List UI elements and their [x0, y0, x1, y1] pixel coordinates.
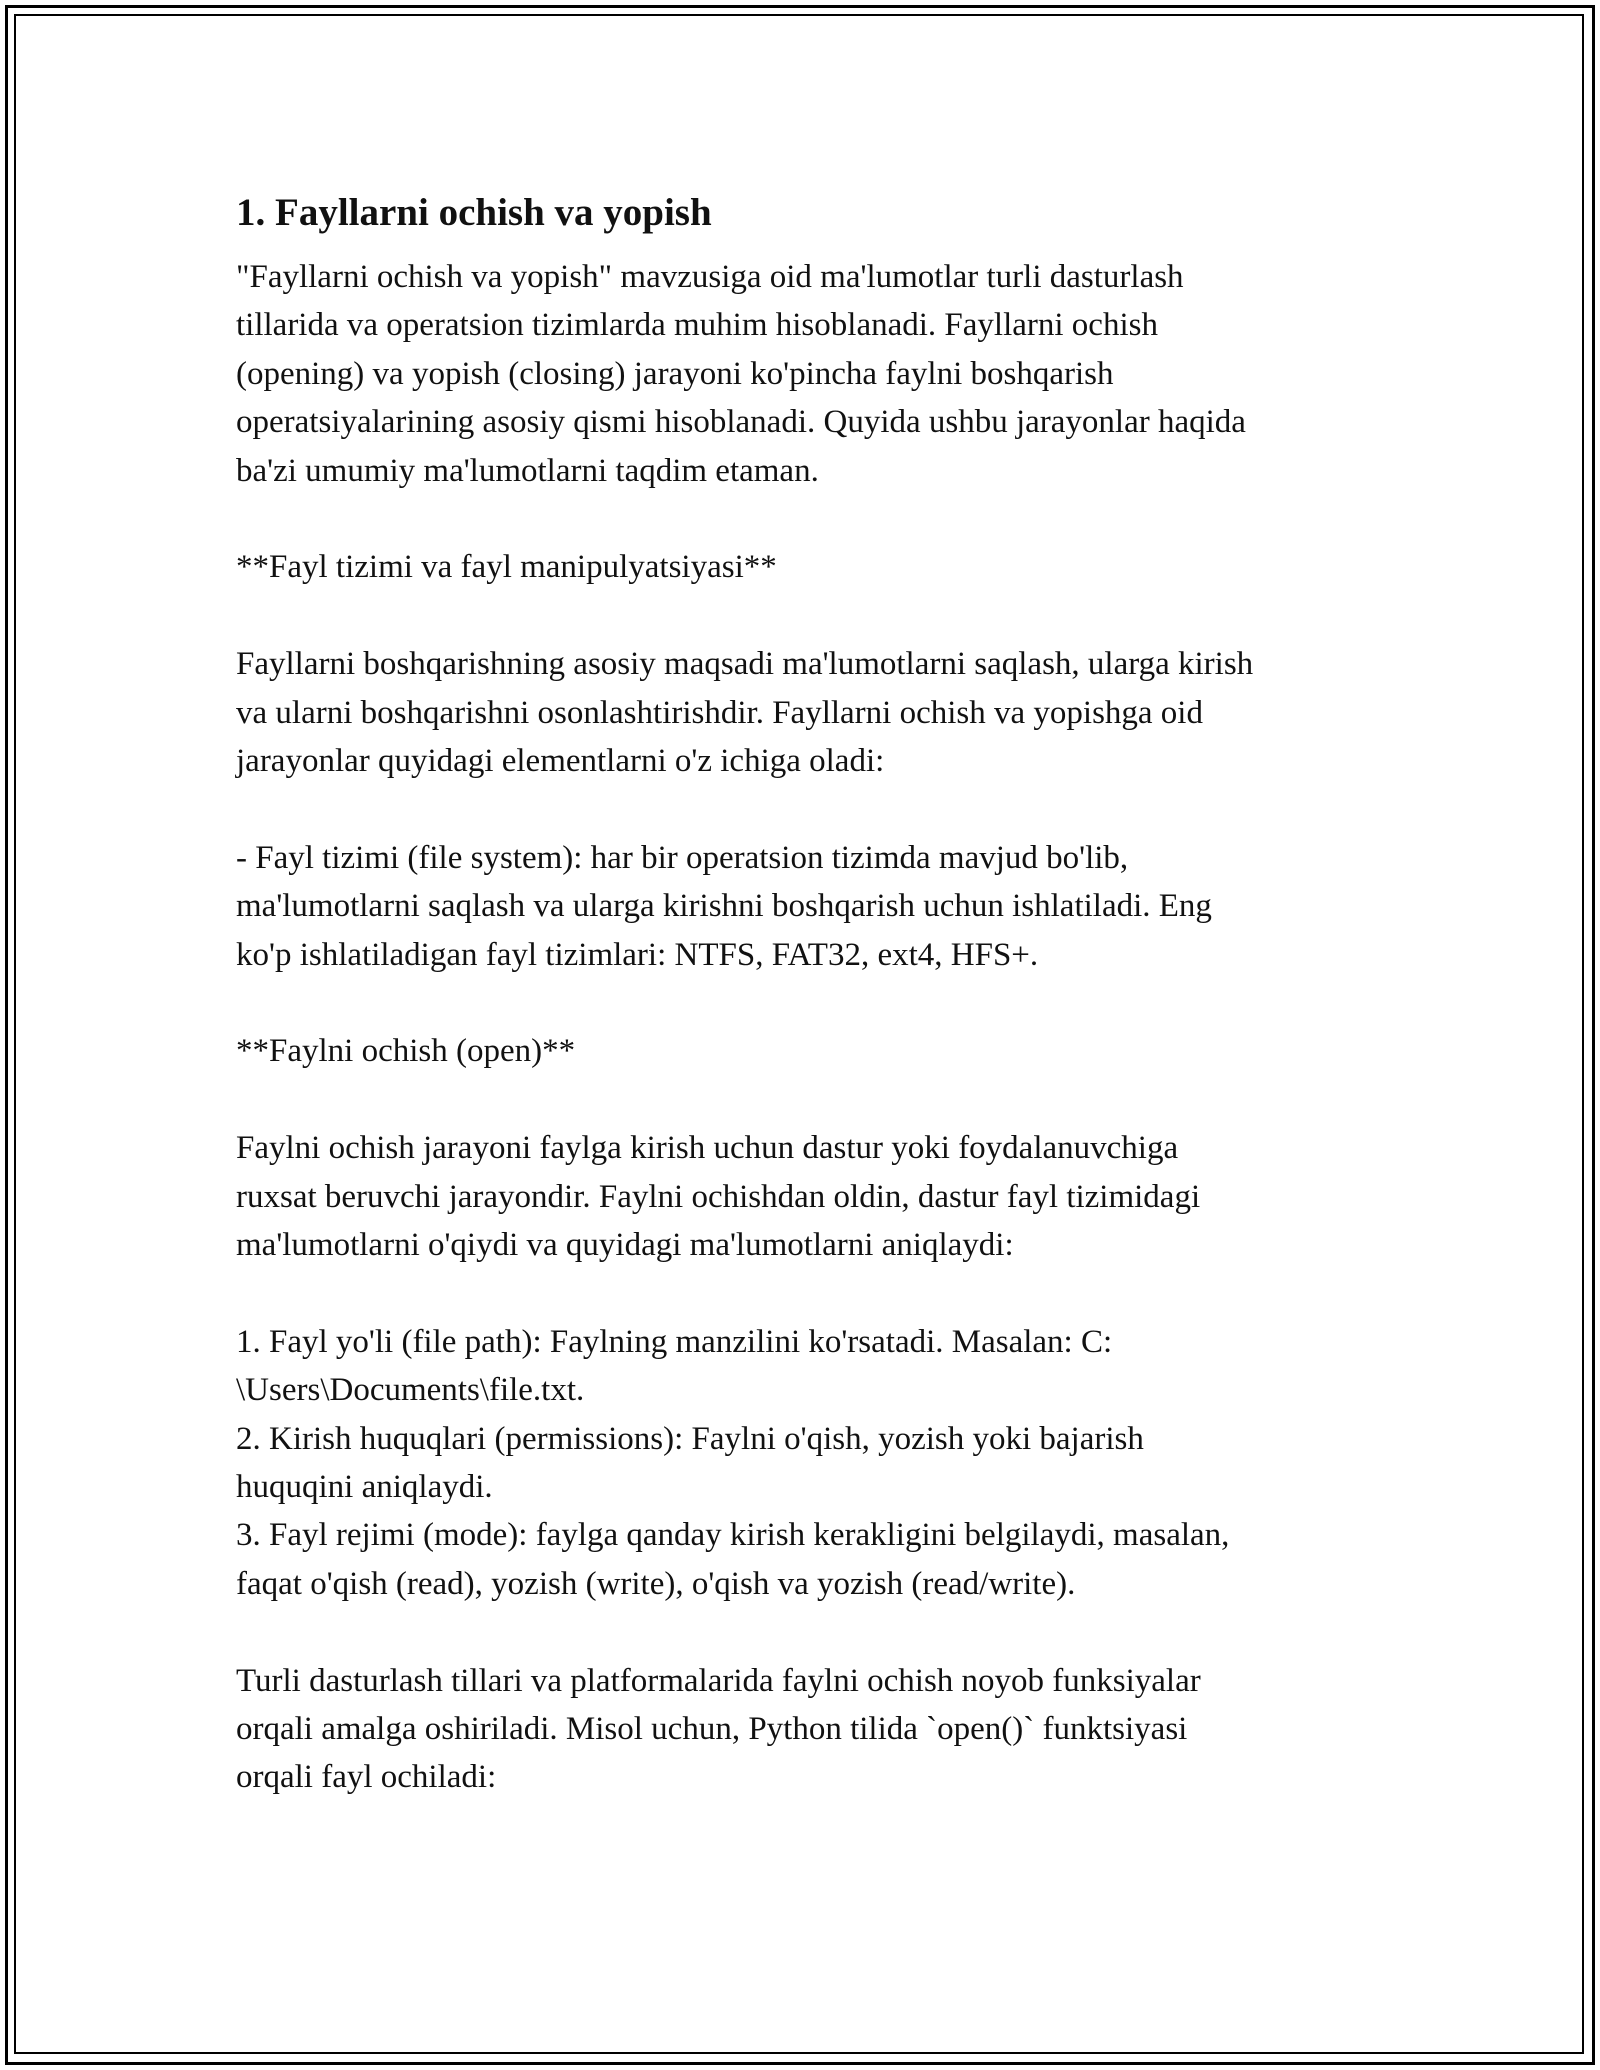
- document-heading: 1. Fayllarni ochish va yopish: [236, 191, 712, 234]
- document-body: [236, 185, 1386, 1802]
- paragraph-gap: [236, 1608, 1386, 1656]
- list-item-mode: 3. Fayl rejimi (mode): faylga qanday kirish kerakligini belgilaydi, masalan,: [236, 1517, 1230, 1554]
- text-line: "Fayllarni ochish va yopish" mavzusiga oid ma'lumotlar turli dasturlash: [236, 259, 1184, 295]
- text-line: jarayonlar quyidagi elementlarni o'z ichiga oladi:: [236, 743, 885, 780]
- section-title-open: **Faylni ochish (open)**: [236, 1033, 576, 1070]
- text-line: operatsiyalarining asosiy qismi hisoblanadi. Quyida ushbu jarayonlar haqida: [236, 404, 1246, 441]
- text-line: ba'zi umumiy ma'lumotlarni taqdim etaman.: [236, 452, 819, 489]
- list-item-file-system: - Fayl tizimi (file system): har bir operatsion tizimda mavjud bo'lib,: [236, 839, 1129, 876]
- paragraph-gap: [236, 785, 1386, 833]
- text-line: Fayllarni boshqarishning asosiy maqsadi ma'lumotlarni saqlash, ularga kirish: [236, 646, 1254, 683]
- text-line: huquqini aniqlaydi.: [236, 1469, 493, 1506]
- text-line: orqali amalga oshiriladi. Misol uchun, Python tilida `open()` funktsiyasi: [236, 1711, 1188, 1748]
- text-line: \Users\Documents\file.txt.: [236, 1372, 585, 1409]
- text-line: tillarida va operatsion tizimlarda muhim hisoblanadi. Fayllarni ochish: [236, 307, 1158, 344]
- text-line: ko'p ishlatiladigan fayl tizimlari: NTFS, FAT32, ext4, HFS+.: [236, 936, 1039, 973]
- paragraph-gap: [236, 495, 1386, 543]
- paragraph-gap: [236, 592, 1386, 640]
- list-item-permissions: 2. Kirish huquqlari (permissions): Faylni o'qish, yozish yoki bajarish: [236, 1420, 1144, 1457]
- list-item-file-path: 1. Fayl yo'li (file path): Faylning manzilini ko'rsatadi. Masalan: C:: [236, 1323, 1113, 1360]
- text-line: (opening) va yopish (closing) jarayoni ko'pincha faylni boshqarish: [236, 355, 1114, 392]
- text-line: ma'lumotlarni o'qiydi va quyidagi ma'lumotlarni aniqlaydi:: [236, 1227, 1014, 1264]
- text-line: orqali fayl ochiladi:: [236, 1759, 497, 1796]
- text-line: Turli dasturlash tillari va platformalarida faylni ochish noyob funksiyalar: [236, 1662, 1201, 1699]
- text-line: va ularni boshqarishni osonlashtirishdir. Fayllarni ochish va yopishga oid: [236, 694, 1203, 731]
- text-line: ma'lumotlarni saqlash va ularga kirishni boshqarish uchun ishlatiladi. Eng: [236, 888, 1212, 925]
- intro-paragraph: [236, 253, 1386, 1802]
- text-line: faqat o'qish (read), yozish (write), o'qish va yozish (read/write).: [236, 1565, 1076, 1602]
- paragraph-gap: [236, 1269, 1386, 1317]
- text-line: Faylni ochish jarayoni faylga kirish uchun dastur yoki foydalanuvchiga: [236, 1130, 1179, 1167]
- text-line: ruxsat beruvchi jarayondir. Faylni ochishdan oldin, dastur fayl tizimidagi: [236, 1178, 1201, 1215]
- paragraph-gap: [236, 1076, 1386, 1124]
- section-title-file-system: **Fayl tizimi va fayl manipulyatsiyasi**: [236, 549, 777, 586]
- paragraph-gap: [236, 979, 1386, 1027]
